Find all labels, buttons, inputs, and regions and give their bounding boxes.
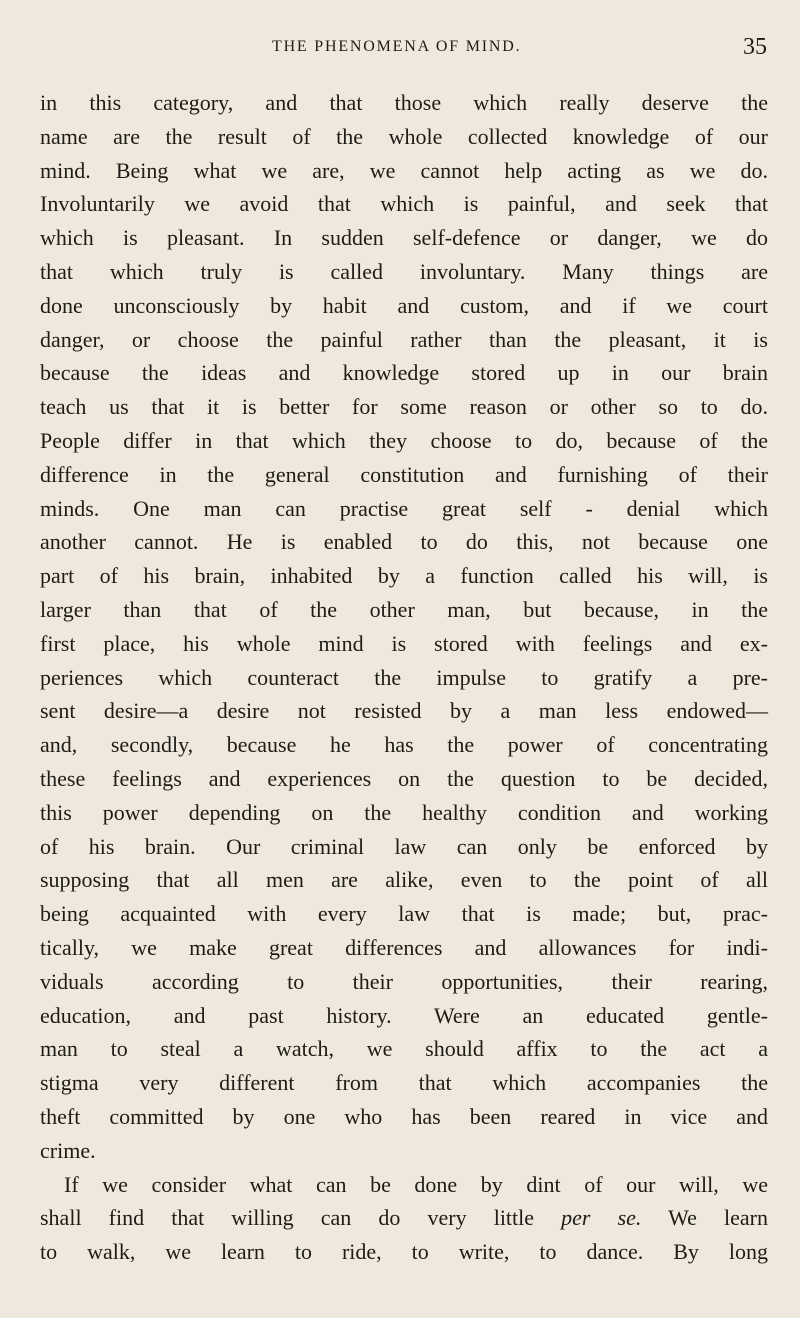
- text-line: which is pleasant. In sudden self-defence or danger, we do: [40, 225, 768, 251]
- body-text: [40, 86, 768, 1269]
- text-line: minds. One man can practise great self - denial which: [40, 495, 768, 521]
- text-line: mind. Being what we are, we cannot help acting as we do.: [40, 157, 768, 183]
- text-line: crime.: [40, 1137, 96, 1163]
- text-line: part of his brain, inhabited by a function called his will, is: [40, 563, 768, 589]
- text-line: sent desire—a desire not resisted by a man less endowed—: [40, 698, 768, 724]
- italic-phrase: per se.: [561, 1205, 642, 1231]
- text-line: periences which counteract the impulse to gratify a pre-: [40, 664, 768, 690]
- text-line: supposing that all men are alike, even to the point of all: [40, 867, 768, 893]
- text-line: danger, or choose the painful rather than the pleasant, it is: [40, 326, 768, 352]
- text-line: and, secondly, because he has the power of concentrating: [40, 732, 768, 758]
- running-title: THE PHENOMENA OF MIND.: [272, 38, 522, 55]
- text-line: viduals according to their opportunities, their rearing,: [40, 968, 768, 994]
- text-line: Involuntarily we avoid that which is painful, and seek that: [40, 191, 768, 217]
- text-line: because the ideas and knowledge stored up in our brain: [40, 360, 768, 386]
- text-run: We learn: [668, 1205, 769, 1231]
- text-line: theft committed by one who has been reared in vice and: [40, 1103, 768, 1129]
- text-line: in this category, and that those which really deserve the: [40, 90, 768, 115]
- page-number: 35: [743, 34, 767, 60]
- text-line: larger than that of the other man, but because, in the: [40, 596, 768, 622]
- text-line: that which truly is called involuntary. Many things are: [40, 258, 768, 284]
- text-line: name are the result of the whole collected knowledge of our: [40, 123, 768, 149]
- text-line: tically, we make great differences and allowances for indi-: [40, 934, 768, 960]
- text-line-with-italic: [40, 1201, 768, 1235]
- text-line: to walk, we learn to ride, to write, to dance. By long: [40, 1239, 768, 1265]
- paragraph-2: [40, 1168, 768, 1269]
- text-line: education, and past history. Were an educated gentle-: [40, 1002, 768, 1028]
- text-line: being acquainted with every law that is made; but, prac-: [40, 901, 768, 927]
- text-line: done unconsciously by habit and custom, and if we court: [40, 292, 768, 318]
- text-line: of his brain. Our criminal law can only be enforced by: [40, 833, 768, 859]
- text-run: shall find that willing can do very little: [40, 1205, 535, 1231]
- text-line: man to steal a watch, we should affix to the act a: [40, 1036, 768, 1062]
- text-line: this power depending on the healthy condition and working: [40, 799, 768, 825]
- text-line: first place, his whole mind is stored with feelings and ex-: [40, 630, 768, 656]
- text-line: If we consider what can be done by dint of our will, we: [64, 1171, 768, 1197]
- paragraph-1: [40, 86, 768, 1168]
- text-line: People differ in that which they choose to do, because of the: [40, 427, 768, 453]
- text-line: these feelings and experiences on the question to be decided,: [40, 765, 768, 791]
- text-line: teach us that it is better for some reason or other so to do.: [40, 394, 768, 420]
- text-line: difference in the general constitution and furnishing of their: [40, 461, 768, 487]
- running-head: [0, 34, 800, 64]
- text-line: stigma very different from that which accompanies the: [40, 1070, 768, 1096]
- text-line: another cannot. He is enabled to do this, not because one: [40, 529, 768, 555]
